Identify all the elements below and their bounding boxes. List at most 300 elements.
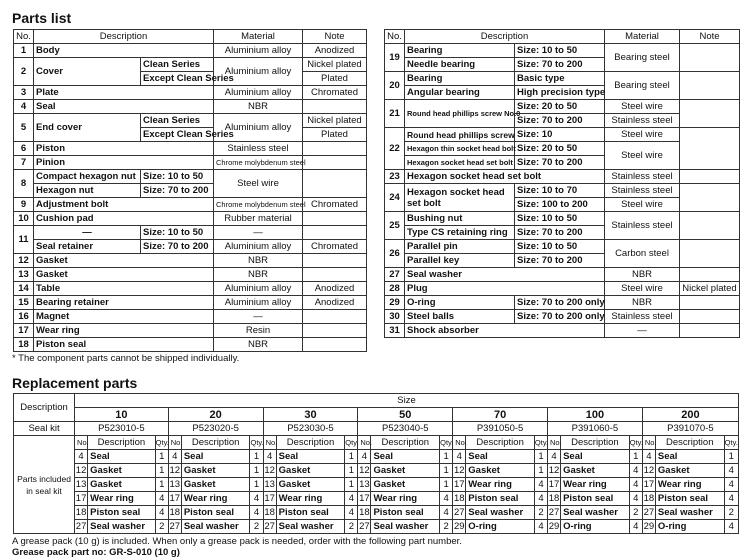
table-row [14, 100, 367, 114]
part-material: Aluminium alloy [214, 240, 303, 254]
part-description: Table [34, 282, 214, 296]
item-qty: 4 [440, 492, 453, 506]
replacement-parts-table [13, 393, 739, 534]
sub-header-description: Description [466, 436, 535, 450]
part-no: 29 [385, 296, 405, 310]
part-size: Size: 70 to 200 only [515, 296, 605, 310]
item-description: Seal [371, 450, 440, 464]
table-row [14, 450, 739, 464]
item-description: Seal washer [181, 520, 250, 534]
item-qty: 1 [155, 478, 168, 492]
item-no: 18 [548, 492, 560, 504]
part-no: 30 [385, 310, 405, 324]
item-no: 18 [75, 506, 87, 518]
table-row [14, 240, 367, 254]
size-value: 20 [168, 408, 263, 422]
part-note: Chromated [303, 198, 367, 212]
item-no: 4 [75, 450, 88, 464]
sub-header-qty: Qty. [345, 436, 358, 450]
part-variant: Except Clean Series [141, 128, 214, 142]
item-qty: 4 [724, 478, 738, 492]
item-qty: 4 [345, 506, 358, 520]
item-no: 27 [359, 520, 370, 532]
part-description: Shock absorber [405, 324, 605, 338]
part-description: Hexagon thin socket head bolt [405, 142, 515, 156]
part-material: — [214, 226, 303, 240]
sub-header-qty: Qty. [534, 436, 547, 450]
sub-header-description: Description [276, 436, 345, 450]
item-no: 18 [359, 506, 370, 518]
part-material: Bearing steel [605, 44, 680, 72]
part-size: Size: 20 to 50 [515, 100, 605, 114]
item-no: 18 [643, 492, 655, 504]
item-qty: 1 [250, 450, 263, 464]
table-row [14, 198, 367, 212]
part-description: Round head phillips screw No.0 [405, 100, 515, 128]
part-note [680, 268, 740, 282]
part-note [680, 212, 740, 240]
item-qty: 1 [440, 464, 453, 478]
item-no: 27 [453, 506, 465, 518]
item-qty: 2 [534, 506, 547, 520]
part-note [303, 100, 367, 114]
part-no: 14 [14, 282, 34, 296]
part-description: Plug [405, 282, 605, 296]
part-size: Size: 70 to 200 [515, 58, 605, 72]
part-material: Stainless steel [605, 114, 680, 128]
table-row [14, 282, 367, 296]
parts-included-line-1: Parts included [17, 473, 71, 484]
header-note: Note [680, 30, 740, 44]
part-material: NBR [214, 100, 303, 114]
part-material: NBR [214, 338, 303, 352]
table-row [385, 310, 740, 324]
part-size: High precision type [515, 86, 605, 100]
item-description: Seal [88, 450, 156, 464]
item-qty: 1 [345, 478, 358, 492]
table-row [14, 212, 367, 226]
part-description: Magnet [34, 310, 214, 324]
part-no: 12 [14, 254, 34, 268]
part-size: Size: 20 to 50 [515, 142, 605, 156]
part-no: 2 [14, 58, 34, 86]
item-qty: 4 [629, 492, 642, 506]
table-row [14, 478, 739, 492]
part-note: Nickel plated [680, 282, 740, 296]
item-description: O-ring [466, 520, 535, 534]
part-material: Stainless steel [605, 170, 680, 184]
part-size: Size: 70 to 200 [515, 254, 605, 268]
part-description: End cover [34, 114, 141, 142]
item-description: Gasket [88, 464, 156, 478]
item-qty: 1 [629, 450, 642, 464]
item-no: 13 [359, 478, 370, 490]
sub-header-qty: Qty. [629, 436, 642, 450]
part-description: Seal retainer [34, 240, 141, 254]
table-row [14, 324, 367, 338]
part-note [303, 170, 367, 198]
part-material: Resin [214, 324, 303, 338]
part-note: Nickel plated [303, 114, 367, 128]
description-label: Description [14, 394, 75, 422]
sub-header-no: No. [358, 436, 371, 450]
table-row [14, 268, 367, 282]
item-no: 13 [169, 478, 181, 490]
part-no: 6 [14, 142, 34, 156]
part-size: Size: 70 to 200 only [515, 310, 605, 324]
item-description: Gasket [561, 464, 630, 478]
item-description: Gasket [88, 478, 156, 492]
item-description: Wear ring [466, 478, 535, 492]
item-description: Piston seal [276, 506, 345, 520]
part-no: 17 [14, 324, 34, 338]
sub-header-no: No. [453, 436, 466, 450]
item-description: Seal washer [561, 506, 630, 520]
part-note [680, 128, 740, 170]
item-description: Wear ring [655, 478, 724, 492]
table-row [385, 184, 740, 198]
table-header-row [385, 30, 740, 44]
part-note [680, 184, 740, 212]
sub-header-description: Description [371, 436, 440, 450]
table-row [385, 170, 740, 184]
table-row [385, 282, 740, 296]
part-material: Stainless steel [605, 184, 680, 198]
item-no: 12 [169, 464, 181, 476]
item-qty: 4 [534, 520, 547, 534]
part-description: Round head phillips screw [405, 128, 515, 142]
item-no: 18 [453, 492, 465, 504]
part-no: 26 [385, 240, 405, 268]
size-value: 30 [263, 408, 358, 422]
part-note [303, 156, 367, 170]
part-note [303, 310, 367, 324]
item-description: Gasket [466, 464, 535, 478]
item-no: 12 [643, 464, 655, 476]
item-no: 4 [168, 450, 181, 464]
part-description: Bearing retainer [34, 296, 214, 310]
header-note: Note [303, 30, 367, 44]
parts-included-line-2: in seal kit [26, 485, 62, 496]
part-note [303, 226, 367, 240]
item-no: 13 [75, 478, 87, 490]
item-description: Piston seal [88, 506, 156, 520]
part-note: Plated [303, 128, 367, 142]
table-row [14, 338, 367, 352]
item-description: Piston seal [561, 492, 630, 506]
item-no: 29 [548, 520, 560, 532]
table-row [385, 240, 740, 254]
parts-list-heading: Parts list [12, 10, 72, 26]
item-no: 17 [169, 492, 181, 504]
part-description: Seal washer [405, 268, 605, 282]
table-row [14, 114, 367, 128]
part-description: Bearing [405, 72, 515, 86]
part-material: Steel wire [605, 128, 680, 142]
part-note [680, 44, 740, 72]
sub-header-description: Description [181, 436, 250, 450]
table-header-row [14, 394, 739, 408]
table-row [385, 324, 740, 338]
item-qty: 1 [345, 450, 358, 464]
table-row [14, 142, 367, 156]
item-no: 17 [359, 492, 370, 504]
part-material: Aluminium alloy [214, 58, 303, 86]
item-qty: 4 [250, 492, 263, 506]
item-description: Seal [466, 450, 535, 464]
part-description: Angular bearing [405, 86, 515, 100]
header-material: Material [605, 30, 680, 44]
item-description: Seal washer [88, 520, 156, 534]
table-row [14, 296, 367, 310]
part-description: Piston seal [34, 338, 214, 352]
part-no: 31 [385, 324, 405, 338]
part-material: Steel wire [605, 142, 680, 170]
sub-header-description: Description [88, 436, 156, 450]
parts-list-right-table [384, 29, 740, 338]
item-description: Piston seal [371, 506, 440, 520]
table-row [14, 170, 367, 184]
item-qty: 4 [155, 506, 168, 520]
part-size: Size: 10 to 50 [515, 44, 605, 58]
part-description: Piston [34, 142, 214, 156]
part-size: Size: 100 to 200 [515, 198, 605, 212]
parts-included-label [14, 436, 75, 534]
part-material: Bearing steel [605, 72, 680, 100]
part-material: Carbon steel [605, 240, 680, 268]
seal-kit-number: P391060-5 [548, 422, 643, 436]
item-description: Wear ring [276, 492, 345, 506]
item-description: Gasket [371, 464, 440, 478]
part-description: Gasket [34, 268, 214, 282]
part-no: 20 [385, 72, 405, 100]
item-description: O-ring [561, 520, 630, 534]
part-material: Chrome molybdenum steel [214, 156, 303, 170]
part-note [680, 296, 740, 310]
item-no: 17 [75, 492, 87, 504]
part-material: Aluminium alloy [214, 282, 303, 296]
item-description: Gasket [276, 464, 345, 478]
item-description: Gasket [655, 464, 724, 478]
table-row [14, 254, 367, 268]
part-description: Pinion [34, 156, 214, 170]
part-note: Plated [303, 72, 367, 86]
item-qty: 4 [155, 492, 168, 506]
sub-header-row [14, 436, 739, 450]
part-material: Aluminium alloy [214, 114, 303, 142]
table-row [14, 86, 367, 100]
part-no: 3 [14, 86, 34, 100]
part-size: Size: 70 to 200 [515, 226, 605, 240]
grease-part-number: Grease pack part no: GR-S-010 (10 g) [12, 547, 180, 558]
table-row [14, 310, 367, 324]
seal-kit-number: P391050-5 [453, 422, 548, 436]
item-no: 4 [263, 450, 276, 464]
item-no: 4 [642, 450, 655, 464]
part-size: Size: 10 to 50 [141, 226, 214, 240]
part-no: 4 [14, 100, 34, 114]
part-note [680, 240, 740, 268]
part-size: Size: 70 to 200 [515, 156, 605, 170]
seal-kit-number: P523030-5 [263, 422, 358, 436]
item-description: Seal [655, 450, 724, 464]
table-row [385, 296, 740, 310]
part-no: 8 [14, 170, 34, 198]
part-size: Size: 70 to 200 [141, 240, 214, 254]
part-note: Anodized [303, 44, 367, 58]
grease-footnote: A grease pack (10 g) is included. When only a grease pack is needed, order with the following part number. [12, 536, 462, 547]
part-note [303, 212, 367, 226]
item-qty: 2 [440, 520, 453, 534]
part-material: Steel wire [214, 170, 303, 198]
part-description: Needle bearing [405, 58, 515, 72]
item-description: Seal washer [466, 506, 535, 520]
item-description: Seal washer [655, 506, 724, 520]
size-value: 70 [453, 408, 548, 422]
part-note [680, 310, 740, 324]
item-description: Seal washer [371, 520, 440, 534]
part-no: 1 [14, 44, 34, 58]
table-row [14, 520, 739, 534]
item-qty: 1 [345, 464, 358, 478]
part-description: Parallel pin [405, 240, 515, 254]
part-size: Size: 70 to 200 [515, 114, 605, 128]
part-no: 19 [385, 44, 405, 72]
part-material: Aluminium alloy [214, 44, 303, 58]
header-no: No. [14, 30, 34, 44]
item-no: 12 [548, 464, 560, 476]
part-note [303, 142, 367, 156]
item-qty: 1 [440, 450, 453, 464]
item-no: 12 [359, 464, 370, 476]
part-variant: Clean Series [141, 58, 214, 72]
item-no: 27 [643, 506, 655, 518]
part-no: 16 [14, 310, 34, 324]
item-qty: 4 [629, 464, 642, 478]
item-no: 27 [548, 506, 560, 518]
part-size: Size: 70 to 200 [141, 184, 214, 198]
part-description: Bearing [405, 44, 515, 58]
part-description: — [34, 226, 141, 240]
item-description: Gasket [371, 478, 440, 492]
item-description: O-ring [655, 520, 724, 534]
seal-kit-number: P523010-5 [75, 422, 169, 436]
item-description: Piston seal [181, 506, 250, 520]
item-description: Gasket [276, 478, 345, 492]
sub-header-description: Description [561, 436, 630, 450]
part-description: Steel balls [405, 310, 515, 324]
item-description: Gasket [181, 464, 250, 478]
part-size: Basic type [515, 72, 605, 86]
sub-header-qty: Qty. [155, 436, 168, 450]
part-description: Body [34, 44, 214, 58]
part-no: 15 [14, 296, 34, 310]
part-material: Stainless steel [605, 212, 680, 240]
table-row [385, 212, 740, 226]
part-size: Size: 10 to 50 [515, 212, 605, 226]
part-no: 23 [385, 170, 405, 184]
part-description: Bushing nut [405, 212, 515, 226]
sub-header-qty: Qty. [250, 436, 263, 450]
table-row [14, 226, 367, 240]
item-qty: 1 [534, 450, 547, 464]
part-material: NBR [214, 268, 303, 282]
item-no: 17 [548, 478, 560, 490]
item-no: 13 [264, 478, 275, 490]
part-material: — [605, 324, 680, 338]
part-material: NBR [214, 254, 303, 268]
item-qty: 2 [345, 520, 358, 534]
size-value: 100 [548, 408, 643, 422]
part-no: 9 [14, 198, 34, 212]
part-size: Size: 10 to 50 [515, 240, 605, 254]
item-qty: 4 [724, 520, 738, 534]
seal-kit-label: Seal kit [14, 422, 75, 436]
seal-kit-row [14, 422, 739, 436]
part-material: NBR [605, 296, 680, 310]
table-header-row [14, 30, 367, 44]
item-no: 29 [643, 520, 655, 532]
part-note [303, 338, 367, 352]
part-note [680, 72, 740, 100]
part-note [680, 324, 740, 338]
item-qty: 2 [250, 520, 263, 534]
table-row [385, 100, 740, 114]
item-no: 27 [264, 520, 275, 532]
part-material: Stainless steel [214, 142, 303, 156]
item-no: 4 [548, 450, 561, 464]
part-size: Size: 10 [515, 128, 605, 142]
part-material: Stainless steel [605, 310, 680, 324]
item-no: 4 [453, 450, 466, 464]
item-qty: 2 [155, 520, 168, 534]
item-no: 18 [264, 506, 275, 518]
size-label: Size [75, 394, 739, 408]
item-description: Wear ring [561, 478, 630, 492]
part-material: Aluminium alloy [214, 296, 303, 310]
item-qty: 1 [155, 450, 168, 464]
table-row [14, 464, 739, 478]
part-material: Steel wire [605, 198, 680, 212]
item-qty: 1 [534, 464, 547, 478]
part-note [303, 324, 367, 338]
item-no: 27 [169, 520, 181, 532]
item-description: Wear ring [371, 492, 440, 506]
part-note: Chromated [303, 240, 367, 254]
item-no: 17 [643, 478, 655, 490]
item-qty: 4 [534, 492, 547, 506]
item-no: 17 [264, 492, 275, 504]
item-qty: 1 [155, 464, 168, 478]
seal-kit-number: P523020-5 [168, 422, 263, 436]
part-no: 10 [14, 212, 34, 226]
size-value: 50 [358, 408, 453, 422]
part-material: — [214, 310, 303, 324]
part-description: Seal [34, 100, 214, 114]
item-description: Seal [561, 450, 630, 464]
part-no: 18 [14, 338, 34, 352]
part-size: Size: 10 to 70 [515, 184, 605, 198]
part-no: 5 [14, 114, 34, 142]
item-description: Seal [276, 450, 345, 464]
part-description: Type CS retaining ring [405, 226, 515, 240]
header-description: Description [34, 30, 214, 44]
item-qty: 2 [724, 506, 738, 520]
item-no: 17 [453, 478, 465, 490]
part-description: Gasket [34, 254, 214, 268]
sub-header-no: No. [168, 436, 181, 450]
part-note: Anodized [303, 296, 367, 310]
